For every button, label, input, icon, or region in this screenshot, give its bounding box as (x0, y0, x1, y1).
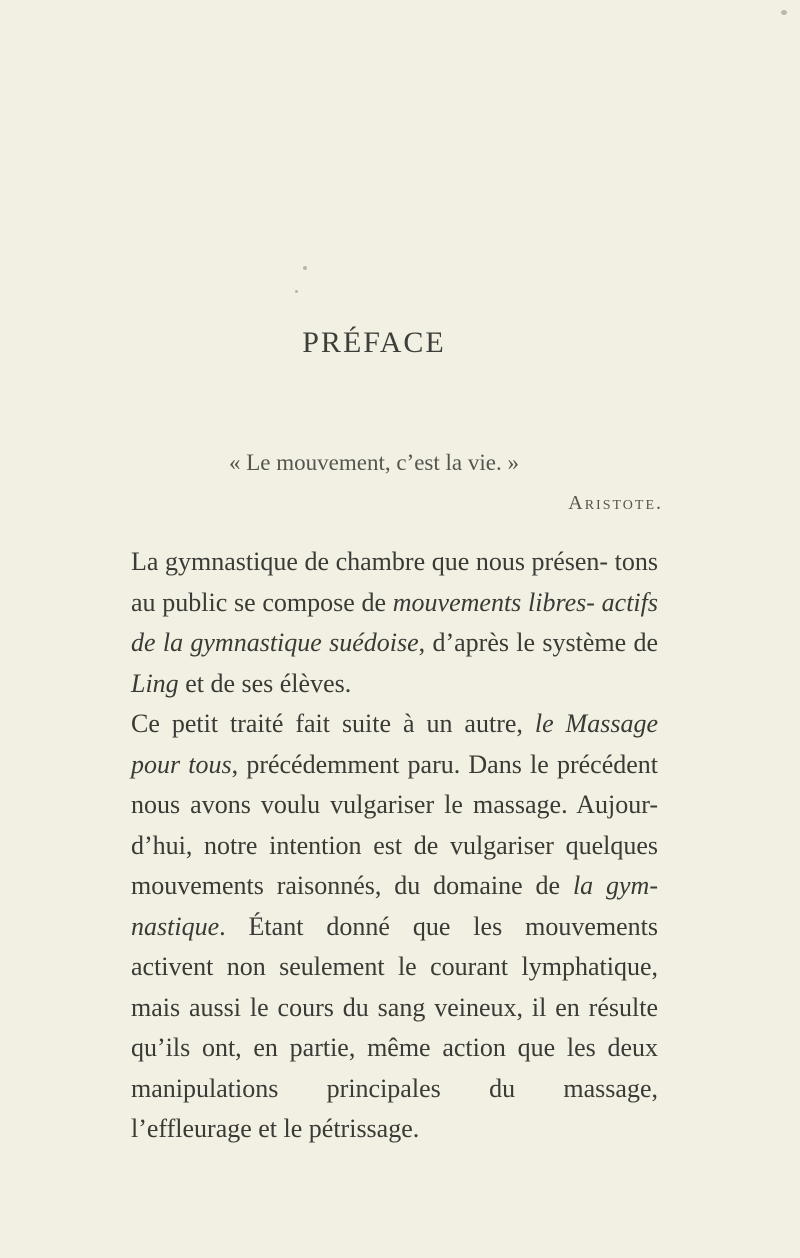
paragraph-1-italic-ling: Ling (131, 668, 179, 698)
paragraph-1-part-c: , d’après le système de (418, 628, 658, 657)
paragraph-1-italic-title: mouvements libres- actifs de la gymnastique suédoise (131, 587, 658, 657)
paragraph-2-italic-massage: le Massage pour tous (131, 709, 658, 779)
paragraph-2-part-e: . Étant donné que les mouvements activent non seulement le courant lymphatique, mais aussi le cours du sang veineux, il en résulte qu’ils ont, en partie, même action que les deux manipulations principales du massage, l’effleurage et le pétrissage. (131, 911, 658, 1143)
paragraph-1-part-e: et de ses élèves. (178, 668, 352, 698)
epigraph-attribution: Aristote. (568, 492, 663, 514)
paragraph-1 (103, 542, 658, 704)
paragraph-2-part-a: Ce petit traité fait suite à un autre, (131, 709, 535, 738)
paragraph-2-part-c: , précédemment paru. Dans le précédent nous avons voulu vulgariser le massage. Aujour- d’hui, notre intention est de vulgariser quelques mouvements raisonnés, du domaine de (131, 749, 658, 900)
paragraph-2 (103, 704, 658, 1150)
page-title: PRÉFACE (302, 326, 446, 359)
paragraph-1-part-a: La gymnastique de chambre que nous présen- tons au public se compose de (131, 547, 658, 617)
paper-speck (781, 10, 787, 15)
paragraph-2-italic-gymnastique: la gym- nastique (131, 871, 658, 941)
paper-speck (303, 266, 307, 270)
paper-speck (295, 290, 298, 293)
body-text (103, 542, 658, 1150)
epigraph-quote: « Le mouvement, c’est la vie. » (229, 450, 519, 475)
